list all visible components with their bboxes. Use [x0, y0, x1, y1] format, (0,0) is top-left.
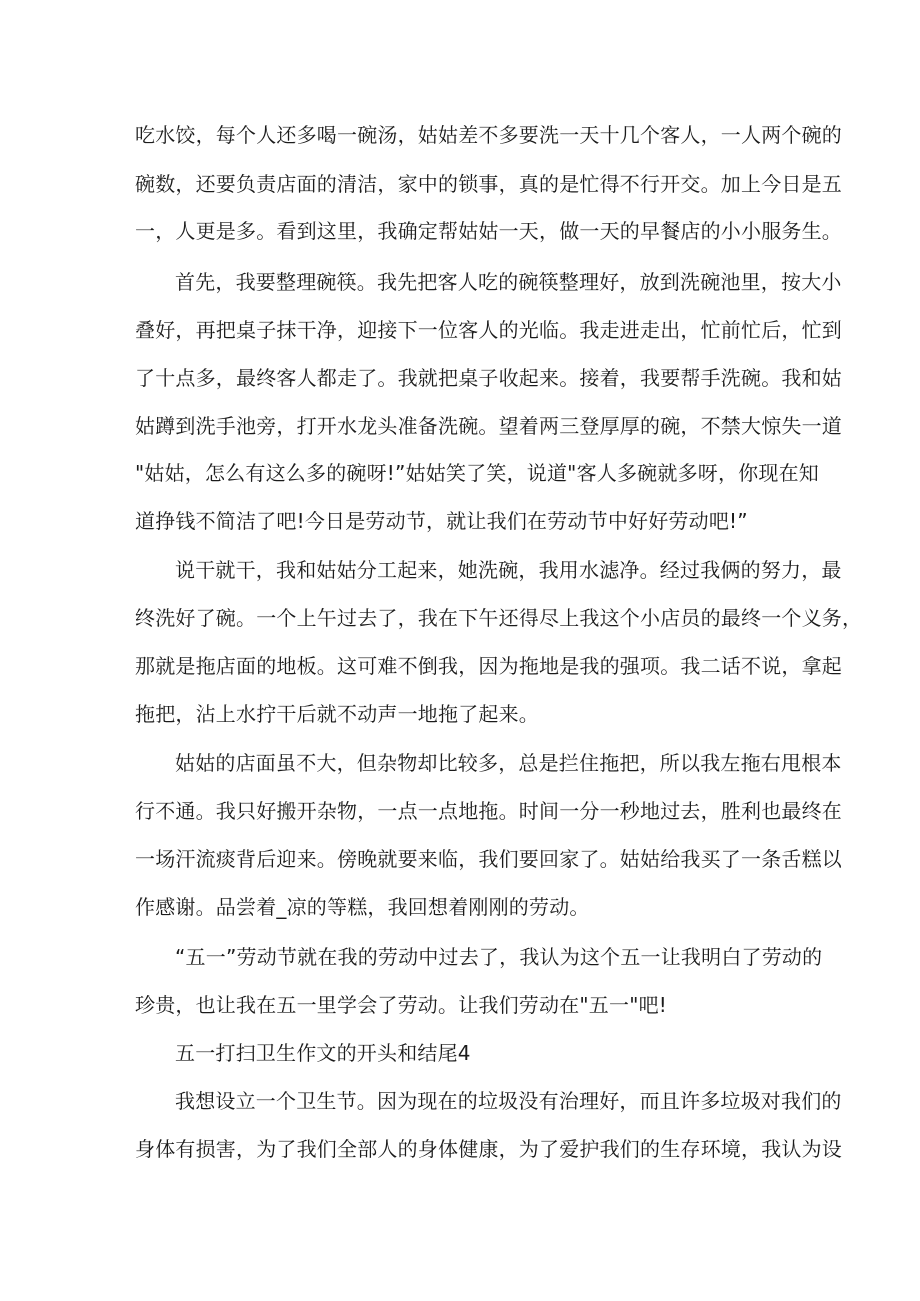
text-line-6: 了十点多，最终客人都走了。我就把桌子收起来。接着，我要帮手洗碗。我和姑: [135, 366, 842, 390]
text-line-21: 我想设立一个卫生节。因为现在的垃圾没有治理好，而且许多垃圾对我们的: [175, 1089, 842, 1113]
text-line-5: 叠好，再把桌子抹干净，迎接下一位客人的光临。我走进走出，忙前忙后，忙到: [135, 318, 842, 342]
text-line-13: 拖把，沾上水拧干后就不动声一地拖了起来。: [135, 702, 539, 726]
text-line-15: 行不通。我只好搬开杂物，一点一点地拖。时间一分一秒地过去，胜利也最终在: [135, 799, 842, 823]
text-line-14: 姑姑的店面虽不大，但杂物却比较多，总是拦住拖把，所以我左拖右甩根本: [175, 751, 842, 775]
text-line-4: 首先，我要整理碗筷。我先把客人吃的碗筷整理好，放到洗碗池里，按大小: [175, 270, 842, 294]
text-line-3: 一，人更是多。看到这里，我确定帮姑姑一天，做一天的早餐店的小小服务生。: [135, 219, 842, 243]
text-line-8: "姑姑，怎么有这么多的碗呀!”姑姑笑了笑，说道"客人多碗就多呀，你现在知: [135, 461, 819, 485]
section-heading: 五一打扫卫生作文的开头和结尾4: [175, 1041, 471, 1065]
text-line-19: 珍贵，也让我在五一里学会了劳动。让我们劳动在"五一"吧!: [135, 993, 668, 1017]
text-line-11: 终洗好了碗。一个上午过去了，我在下午还得尽上我这个小店员的最终一个义务，: [135, 606, 863, 630]
text-line-16: 一场汗流痰背后迎来。傍晚就要来临，我们要回家了。姑姑给我买了一条舌糕以: [135, 847, 842, 871]
text-line-22: 身体有损害，为了我们全部人的身体健康，为了爱护我们的生存环境，我认为设: [135, 1137, 842, 1161]
text-line-18: “五一”劳动节就在我的劳动中过去了，我认为这个五一让我明白了劳动的: [175, 945, 823, 969]
text-line-2: 碗数，还要负责店面的清洁，家中的锁事，真的是忙得不行开交。加上今日是五: [135, 172, 842, 196]
text-line-9: 道挣钱不简洁了吧!今日是劳动节，就让我们在劳动节中好好劳动吧!”: [135, 509, 748, 533]
text-line-17: 作感谢。品尝着_凉的等糕，我回想着刚刚的劳动。: [135, 895, 590, 919]
text-line-7: 姑蹲到洗手池旁，打开水龙头准备洗碗。望着两三登厚厚的碗，不禁大惊失一道: [135, 414, 842, 438]
text-line-1: 吃水饺，每个人还多喝一碗汤，姑姑差不多要洗一天十几个客人，一人两个碗的: [135, 123, 842, 147]
text-line-10: 说干就干，我和姑姑分工起来，她洗碗，我用水滤净。经过我俩的努力，最: [175, 558, 842, 582]
text-line-12: 那就是拖店面的地板。这可难不倒我，因为拖地是我的强项。我二话不说，拿起: [135, 654, 842, 678]
